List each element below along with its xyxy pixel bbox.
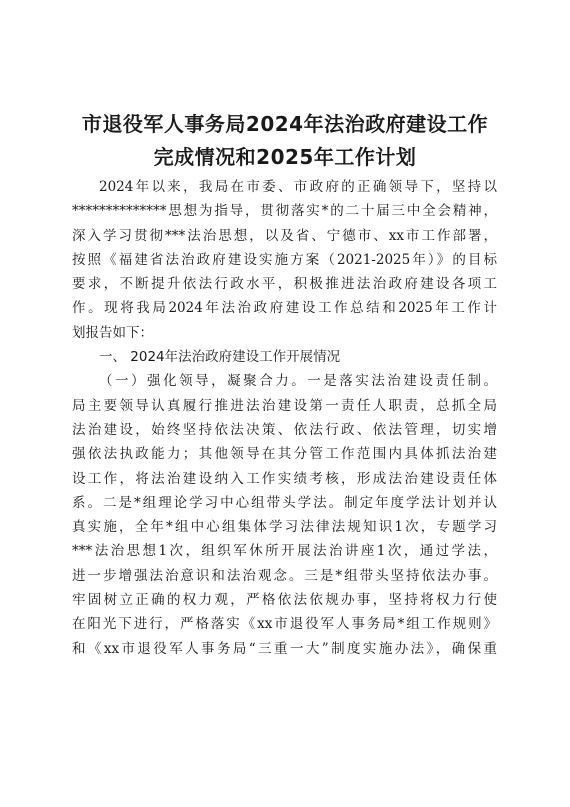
body-line: 划报告如下：	[72, 324, 153, 341]
body-line: 和《xx市退役军人事务局“三重一大”制度实施办法》，确保重	[72, 640, 497, 657]
body-line: 进一步增强法治意识和法治观念。三是*组带头坚持依法办事。	[72, 567, 497, 584]
body-line: 牢固树立正确的权力观，严格依法依规办事，坚持将权力行使	[72, 592, 497, 609]
document-body	[72, 175, 497, 661]
body-line: **************思想为指导，贯彻落实*的二十届三中全会精神，	[72, 203, 497, 220]
body-line: 法治建设，始终坚持依法决策、依法行政、依法管理，切实增	[72, 421, 497, 438]
body-line: 要求，不断提升依法行政水平，积极推进法治政府建设各项工	[72, 276, 497, 293]
body-line: 强依法执政能力；其他领导在其分管工作范围内具体抓法治建	[72, 446, 497, 463]
body-line: 在阳光下进行，严格落实《xx市退役军人事务局*组工作规则》	[72, 616, 497, 633]
body-line: 深入学习贯彻***法治思想，以及省、宁德市、xx市工作部署，	[72, 227, 497, 244]
body-line: 真实施，全年*组中心组集体学习法律法规知识1次，专题学习	[72, 519, 497, 536]
body-line: 系。二是*组理论学习中心组带头学法。制定年度学法计划并认	[72, 494, 497, 511]
body-line: 局主要领导认真履行推进法治建设第一责任人职责，总抓全局	[72, 397, 497, 414]
body-line: 2024年以来，我局在市委、市政府的正确领导下，坚持以	[99, 179, 497, 195]
body-line: 作。现将我局2024年法治政府建设工作总结和2025年工作计	[72, 300, 497, 317]
document-title-line-1: 市退役军人事务局2024年法治政府建设工作	[81, 112, 489, 136]
body-line: 按照《福建省法治政府建设实施方案（2021-2025年）》的目标	[72, 251, 497, 268]
section-heading: 一、 2024年法治政府建设工作开展情况	[99, 349, 341, 366]
body-line: ***法治思想1次，组织军休所开展法治讲座1次，通过学法，	[72, 543, 497, 560]
document-title-line-2: 完成情况和2025年工作计划	[153, 145, 417, 169]
body-line: 设工作，将法治建设纳入工作实绩考核，形成法治建设责任体	[72, 470, 497, 487]
body-line: （一）强化领导，凝聚合力。一是落实法治建设责任制。	[99, 373, 497, 390]
